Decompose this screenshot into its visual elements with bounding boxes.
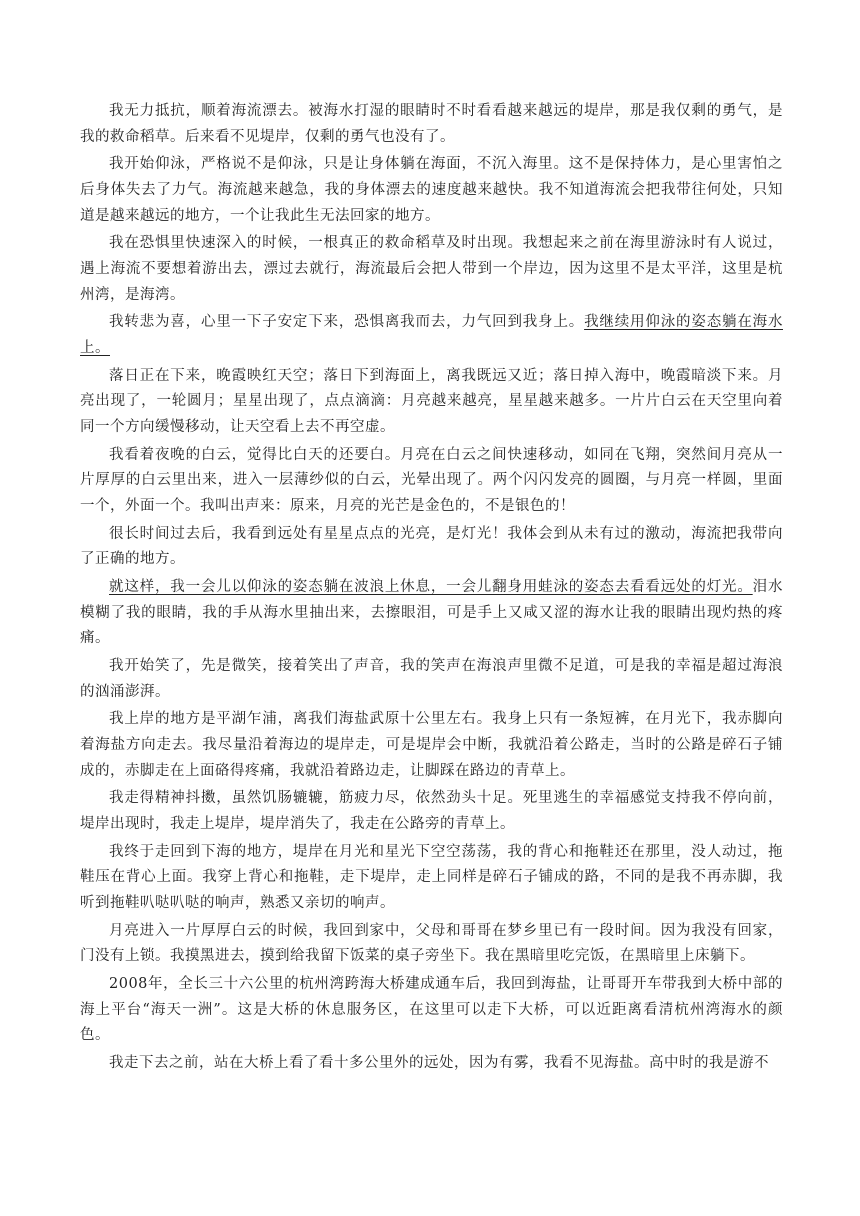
paragraph (80, 231, 783, 308)
text-run: 我走下去之前，站在大桥上看了看十多公里外的远处，因为有雾，我看不见海盐。高中时的我是游不 (109, 1055, 769, 1071)
text-run: 落日正在下来，晚霞映红天空；落日下到海面上，离我既远又近；落日掉入海中，晚霞暗淡下来。月亮出现了，一轮圆月；星星出现了，点点滴滴：月亮越来越亮，星星越来越多。一片片白云在天空里向着同一个方向缓慢移动，让天空看上去不再空虚。 (80, 367, 783, 435)
paragraph (80, 654, 783, 705)
paragraph (80, 575, 783, 652)
text-run: 我上岸的地方是平湖乍浦，离我们海盐武原十公里左右。我身上只有一条短裤，在月光下，我赤脚向着海盐方向走去。我尽量沿着海边的堤岸走，可是堤岸会中断，我就沿着公路走，当时的公路是碎石子铺成的，赤脚走在上面硌得疼痛，我就沿着路边走，让脚踩在路边的青草上。 (80, 711, 783, 779)
paragraph (80, 919, 783, 970)
paragraph (80, 310, 783, 361)
paragraph (80, 786, 783, 837)
paragraph (80, 152, 783, 229)
text-run: 我转悲为喜，心里一下子安定下来，恐惧离我而去，力气回到我身上。 (109, 314, 585, 331)
text-run: 2008年，全长三十六公里的杭州湾跨海大桥建成通车后，我回到海盐，让哥哥开车带我到大桥中部的海上平台“海天一洲”。这是大桥的休息服务区，在这里可以走下大桥，可以近距离看清杭州湾海水的颜色。 (80, 976, 783, 1044)
text-run: 很长时间过去后，我看到远处有星星点点的光亮，是灯光！我体会到从未有过的激动，海流把我带向了正确的地方。 (80, 525, 783, 568)
underlined-sentence: 我继续用仰泳的姿态躺在海水上。 (80, 314, 783, 356)
text-run: 我开始笑了，先是微笑，接着笑出了声音，我的笑声在海浪声里微不足道，可是我的幸福是超过海浪的汹涌澎湃。 (80, 657, 783, 700)
paragraph (80, 707, 783, 784)
paragraph (80, 972, 783, 1049)
text-run: 我终于走回到下海的地方，堤岸在月光和星光下空空荡荡，我的背心和拖鞋还在那里，没人动过，拖鞋压在背心上面。我穿上背心和拖鞋，走下堤岸，走上同样是碎石子铺成的路，不同的是我不再赤脚，我听到拖鞋叭哒叭哒的响声，熟悉又亲切的响声。 (80, 843, 783, 911)
text-run: 我无力抵抗，顺着海流漂去。被海水打湿的眼睛时不时看看越来越远的堤岸，那是我仅剩的勇气，是我的救命稻草。后来看不见堤岸，仅剩的勇气也没有了。 (80, 103, 783, 145)
paragraph (80, 443, 783, 520)
paragraph (80, 99, 783, 150)
text-run: 我在恐惧里快速深入的时候，一根真正的救命稻草及时出现。我想起来之前在海里游泳时有人说过，遇上海流不要想着游出去，漂过去就行，海流最后会把人带到一个岸边，因为这里不是太平洋，这里是杭州湾，是海湾。 (80, 235, 783, 303)
paragraph (80, 1051, 783, 1077)
paragraph (80, 522, 783, 573)
document-body (80, 99, 783, 1079)
text-run: 我走得精神抖擞，虽然饥肠辘辘，筋疲力尽，依然劲头十足。死里逃生的幸福感觉支持我不停向前，堤岸出现时，我走上堤岸，堤岸消失了，我走在公路旁的青草上。 (80, 790, 783, 832)
text-run: 我开始仰泳，严格说不是仰泳，只是让身体躺在海面，不沉入海里。这不是保持体力，是心里害怕之后身体失去了力气。海流越来越急，我的身体漂去的速度越来越快。我不知道海流会把我带往何处，只知道是越来越远的地方，一个让我此生无法回家的地方。 (80, 156, 783, 224)
paragraph (80, 364, 783, 441)
text-run: 月亮进入一片厚厚白云的时候，我回到家中，父母和哥哥在梦乡里已有一段时间。因为我没有回家，门没有上锁。我摸黑进去，摸到给我留下饭菜的桌子旁坐下。我在黑暗里吃完饭，在黑暗里上床躺下。 (80, 922, 783, 965)
paragraph (80, 840, 783, 917)
text-run: 泪水模糊了我的眼睛，我的手从海水里抽出来，去擦眼泪，可是手上又咸又涩的海水让我的眼睛出现灼热的疼痛。 (80, 579, 783, 647)
underlined-sentence: 就这样，我一会儿以仰泳的姿态躺在波浪上休息，一会儿翻身用蛙泳的姿态去看看远处的灯光。 (109, 579, 753, 595)
text-run: 我看着夜晚的白云，觉得比白天的还要白。月亮在白云之间快速移动，如同在飞翔，突然间月亮从一片厚厚的白云里出来，进入一层薄纱似的白云，光晕出现了。两个闪闪发亮的圆圈，与月亮一样圆，里面一个，外面一个。我叫出声来：原来，月亮的光芒是金色的，不是银色的！ (80, 446, 783, 514)
